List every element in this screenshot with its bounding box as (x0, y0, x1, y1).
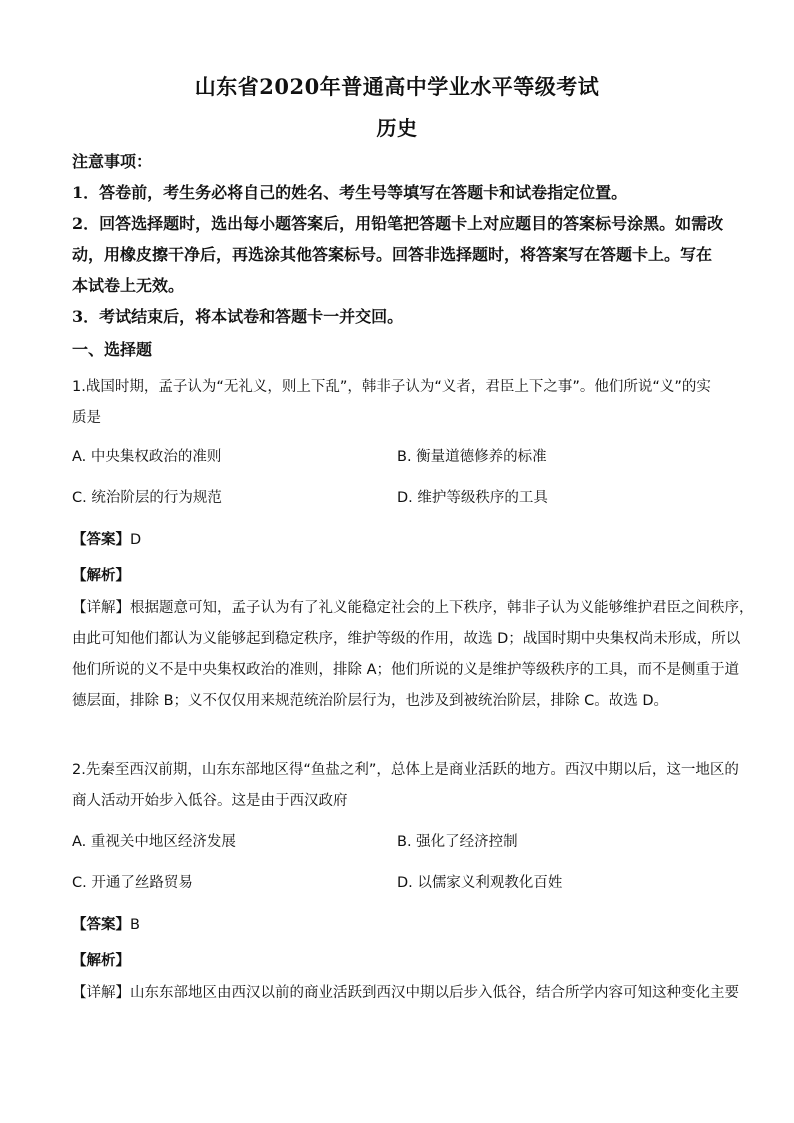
question-2-stem (72, 755, 739, 817)
subject-title: 历史 (376, 116, 418, 140)
answer-label: 【答案】 (72, 917, 130, 933)
analysis-label: 【解析】 (72, 953, 130, 969)
detail-line: 他们所说的义不是中央集权政治的准则，排除 A；他们所说的义是维护等级秩序的工具，而不是侧重于道 (72, 662, 740, 678)
notice-heading: 注意事项： (72, 152, 153, 171)
notice-line: 2．回答选择题时，选出每小题答案后，用铅笔把答题卡上对应题目的答案标号涂黑。如需改 (72, 214, 724, 233)
notice-line: 动，用橡皮擦干净后，再选涂其他答案标号。回答非选择题时，将答案写在答题卡上。写在 (72, 245, 713, 264)
section-heading: 一、选择题 (72, 340, 153, 359)
question-2-option-a: A. 重视关中地区经济发展 (72, 834, 236, 850)
answer-value: B (130, 917, 140, 933)
question-2-option-d: D. 以儒家义利观教化百姓 (397, 875, 563, 891)
notice-line: 本试卷上无效。 (72, 276, 185, 295)
question-2-option-c: C. 开通了丝路贸易 (72, 875, 193, 891)
question-2-detail (72, 978, 739, 1009)
exam-title: 山东省2020年普通高中学业水平等级考试 (194, 74, 600, 99)
detail-line: 【详解】山东东部地区由西汉以前的商业活跃到西汉中期以后步入低谷，结合所学内容可知这种变化主要 (72, 985, 739, 1001)
answer-label: 【答案】 (72, 532, 130, 548)
question-2-option-b: B. 强化了经济控制 (397, 834, 518, 850)
stem-line: 商人活动开始步入低谷。这是由于西汉政府 (72, 793, 348, 809)
detail-line: 由此可知他们都认为义能够起到稳定秩序，维护等级的作用，故选 D；战国时期中央集权尚未形成，所以 (72, 631, 741, 647)
question-1-option-b: B. 衡量道德修养的标准 (397, 449, 547, 465)
question-1-detail (72, 593, 754, 717)
notice-line: 3．考试结束后，将本试卷和答题卡一并交回。 (72, 307, 404, 326)
question-1-option-d: D. 维护等级秩序的工具 (397, 490, 548, 506)
stem-line: 1.战国时期，孟子认为“无礼义，则上下乱”，韩非子认为“义者，君臣上下之事”。他们所说“义”的实 (72, 379, 711, 395)
answer-value: D (130, 532, 142, 548)
question-1-answer (72, 530, 141, 550)
question-1-stem (72, 372, 732, 434)
detail-line: 德层面，排除 B；义不仅仅用来规范统治阶层行为，也涉及到被统治阶层，排除 C。故选 D。 (72, 693, 669, 709)
question-2-analysis-label (72, 951, 130, 971)
notice-block (72, 146, 732, 332)
question-1-option-c: C. 统治阶层的行为规范 (72, 490, 222, 506)
stem-line: 质是 (72, 410, 101, 426)
notice-line: 1．答卷前，考生务必将自己的姓名、考生号等填写在答题卡和试卷指定位置。 (72, 183, 628, 202)
question-2-answer (72, 915, 140, 935)
analysis-label: 【解析】 (72, 568, 130, 584)
detail-line: 【详解】根据题意可知，孟子认为有了礼义能稳定社会的上下秩序，韩非子认为义能够维护君臣之间秩序， (72, 600, 754, 616)
question-1-option-a: A. 中央集权政治的准则 (72, 449, 222, 465)
question-1-analysis-label (72, 566, 130, 586)
stem-line: 2.先秦至西汉前期，山东东部地区得“鱼盐之利”，总体上是商业活跃的地方。西汉中期以后，这一地区的 (72, 762, 739, 778)
